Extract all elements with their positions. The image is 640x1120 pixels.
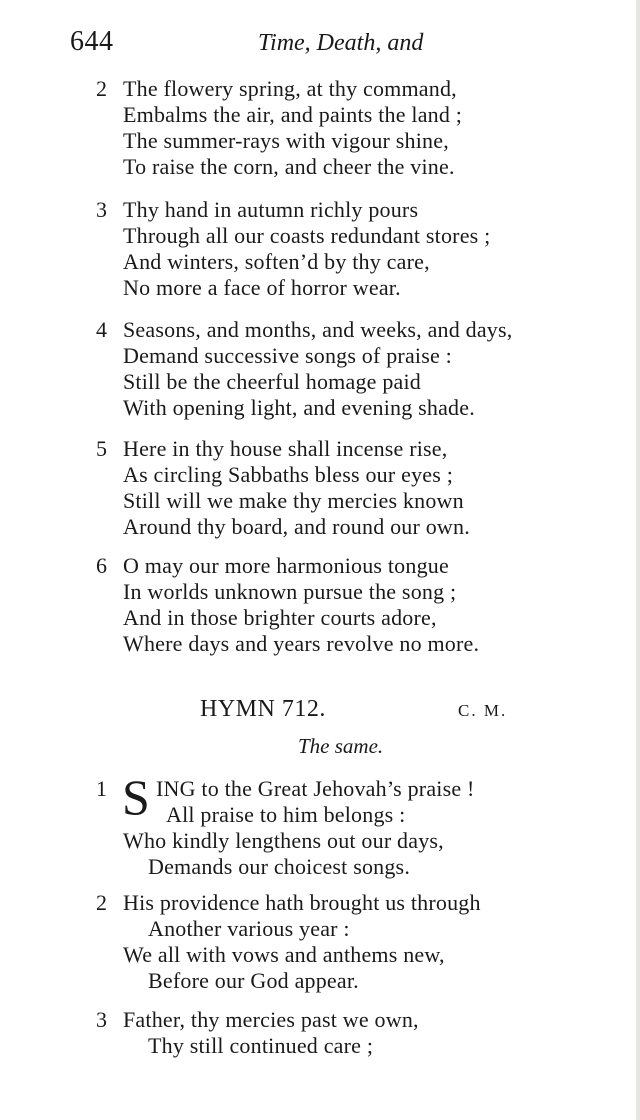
verse-line: As circling Sabbaths bless our eyes ; bbox=[123, 462, 454, 487]
verse-line: Seasons, and months, and weeks, and days, bbox=[123, 317, 513, 342]
drop-cap: S bbox=[122, 769, 150, 825]
page-edge-shadow bbox=[636, 0, 640, 1120]
verse-line: Still will we make thy mercies known bbox=[123, 488, 464, 513]
verse-line: The flowery spring, at thy command, bbox=[123, 76, 457, 101]
hymn-meter: C. M. bbox=[458, 701, 508, 720]
verse-line: Who kindly lengthens out our days, bbox=[123, 828, 444, 853]
running-head: Time, Death, and bbox=[258, 30, 424, 56]
verse-line: Before our God appear. bbox=[148, 968, 359, 993]
verse-number: 1 bbox=[96, 776, 107, 801]
page-number: 644 bbox=[70, 26, 114, 57]
verse-line: O may our more harmonious tongue bbox=[123, 553, 449, 578]
verse-number: 2 bbox=[96, 890, 107, 915]
verse-line: ING to the Great Jehovah’s praise ! bbox=[156, 776, 475, 801]
verse-line: All praise to him belongs : bbox=[166, 802, 406, 827]
verse-number: 6 bbox=[96, 553, 107, 578]
verse-line: His providence hath brought us through bbox=[123, 890, 481, 915]
verse-line: To raise the corn, and cheer the vine. bbox=[123, 154, 455, 179]
verse-line: Another various year : bbox=[148, 916, 350, 941]
verse-line: And in those brighter courts adore, bbox=[123, 605, 437, 630]
verse-number: 3 bbox=[96, 197, 107, 222]
verse-line: Demand successive songs of praise : bbox=[123, 343, 452, 368]
verse-line: And winters, soften’d by thy care, bbox=[123, 249, 430, 274]
hymn-title: HYMN 712. bbox=[200, 696, 326, 722]
verse-line: With opening light, and evening shade. bbox=[123, 395, 475, 420]
verse-number: 2 bbox=[96, 76, 107, 101]
hymn-subtitle: The same. bbox=[298, 734, 384, 758]
verse-number: 4 bbox=[96, 317, 107, 342]
verse-line: In worlds unknown pursue the song ; bbox=[123, 579, 457, 604]
verse-line: Embalms the air, and paints the land ; bbox=[123, 102, 463, 127]
verse-line: Where days and years revolve no more. bbox=[123, 631, 480, 656]
verse-line: Around thy board, and round our own. bbox=[123, 514, 470, 539]
verse-line: Thy still continued care ; bbox=[148, 1033, 374, 1058]
verse-line: Here in thy house shall incense rise, bbox=[123, 436, 448, 461]
verse-line: We all with vows and anthems new, bbox=[123, 942, 445, 967]
verse-line: No more a face of horror wear. bbox=[123, 275, 401, 300]
page-header bbox=[70, 26, 590, 62]
verse-line: Through all our coasts redundant stores ; bbox=[123, 223, 491, 248]
verse-line: Father, thy mercies past we own, bbox=[123, 1007, 419, 1032]
verse-line: Thy hand in autumn richly pours bbox=[123, 197, 419, 222]
verse-line: The summer-rays with vigour shine, bbox=[123, 128, 449, 153]
verse-line: Demands our choicest songs. bbox=[148, 854, 411, 879]
verse-line: Still be the cheerful homage paid bbox=[123, 369, 422, 394]
verse-number: 3 bbox=[96, 1007, 107, 1032]
verse-number: 5 bbox=[96, 436, 107, 461]
